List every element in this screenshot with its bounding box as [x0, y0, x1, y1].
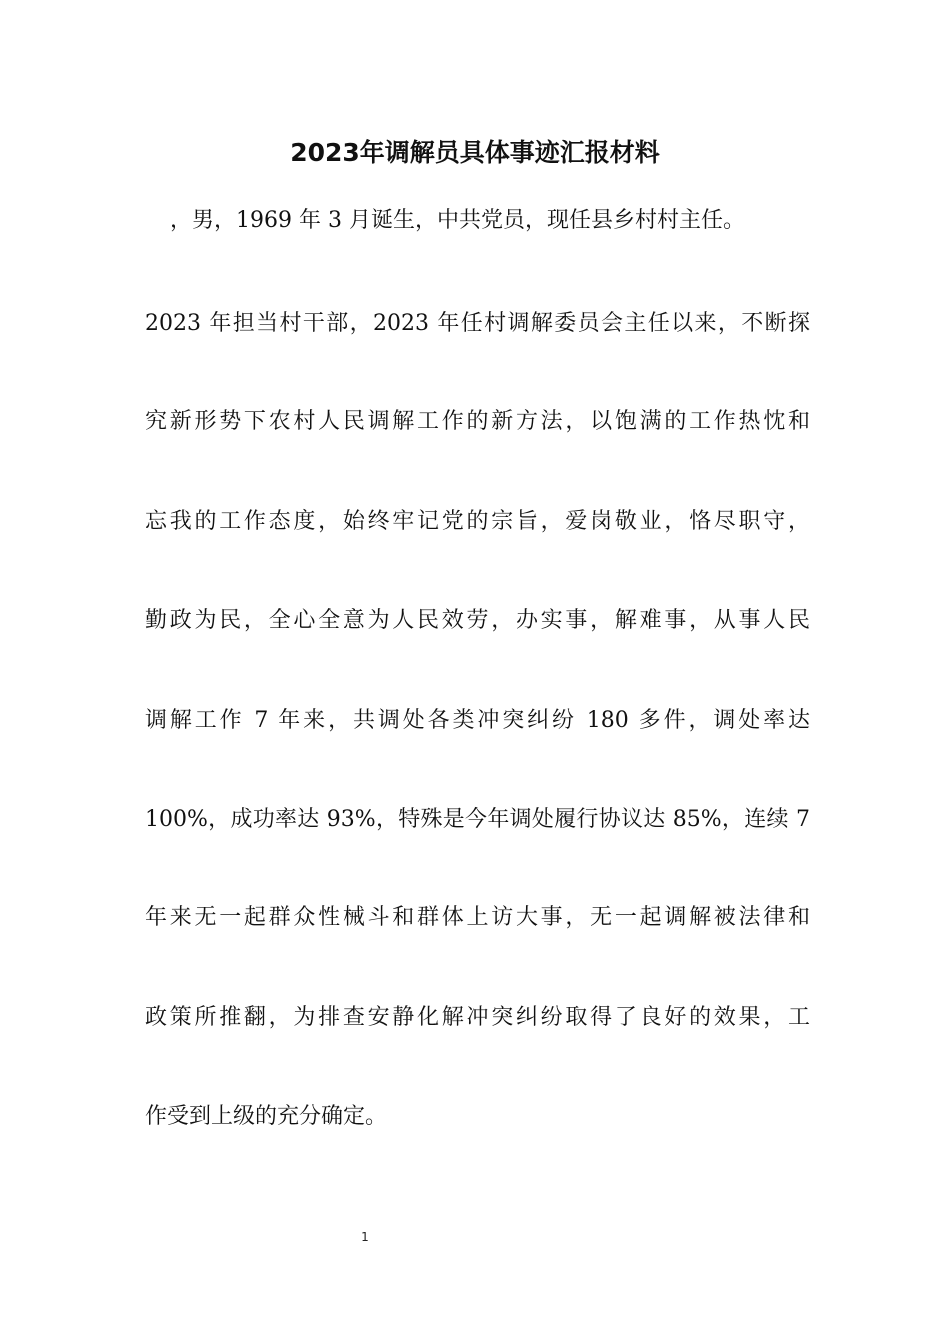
document-title: 2023年调解员具体事迹汇报材料 [290, 138, 660, 167]
paragraph-line: 年来无一起群众性械斗和群体上访大事，无一起调解被法律和 [145, 905, 810, 930]
paragraph-line: 忘我的工作态度，始终牢记党的宗旨，爱岗敬业，恪尽职守， [145, 509, 810, 534]
page-number: 1 [361, 1230, 369, 1244]
paragraph-line: 作受到上级的充分确定。 [145, 1104, 388, 1129]
paragraph-line: ，男，1969 年 3 月诞生，中共党员，现任县乡村村主任。 [170, 208, 745, 233]
paragraph-line: 2023 年担当村干部，2023 年任村调解委员会主任以来，不断探 [145, 311, 810, 336]
paragraph-line: 100%，成功率达 93%，特殊是今年调处履行协议达 85%，连续 7 [145, 807, 810, 832]
paragraph-line: 调解工作 7 年来，共调处各类冲突纠纷 180 多件，调处率达 [145, 708, 810, 733]
paragraph-line: 究新形势下农村人民调解工作的新方法，以饱满的工作热忱和 [145, 409, 810, 434]
paragraph-line: 政策所推翻，为排查安静化解冲突纠纷取得了良好的效果，工 [145, 1005, 810, 1030]
paragraph-line: 勤政为民，全心全意为人民效劳，办实事，解难事，从事人民 [145, 608, 810, 633]
